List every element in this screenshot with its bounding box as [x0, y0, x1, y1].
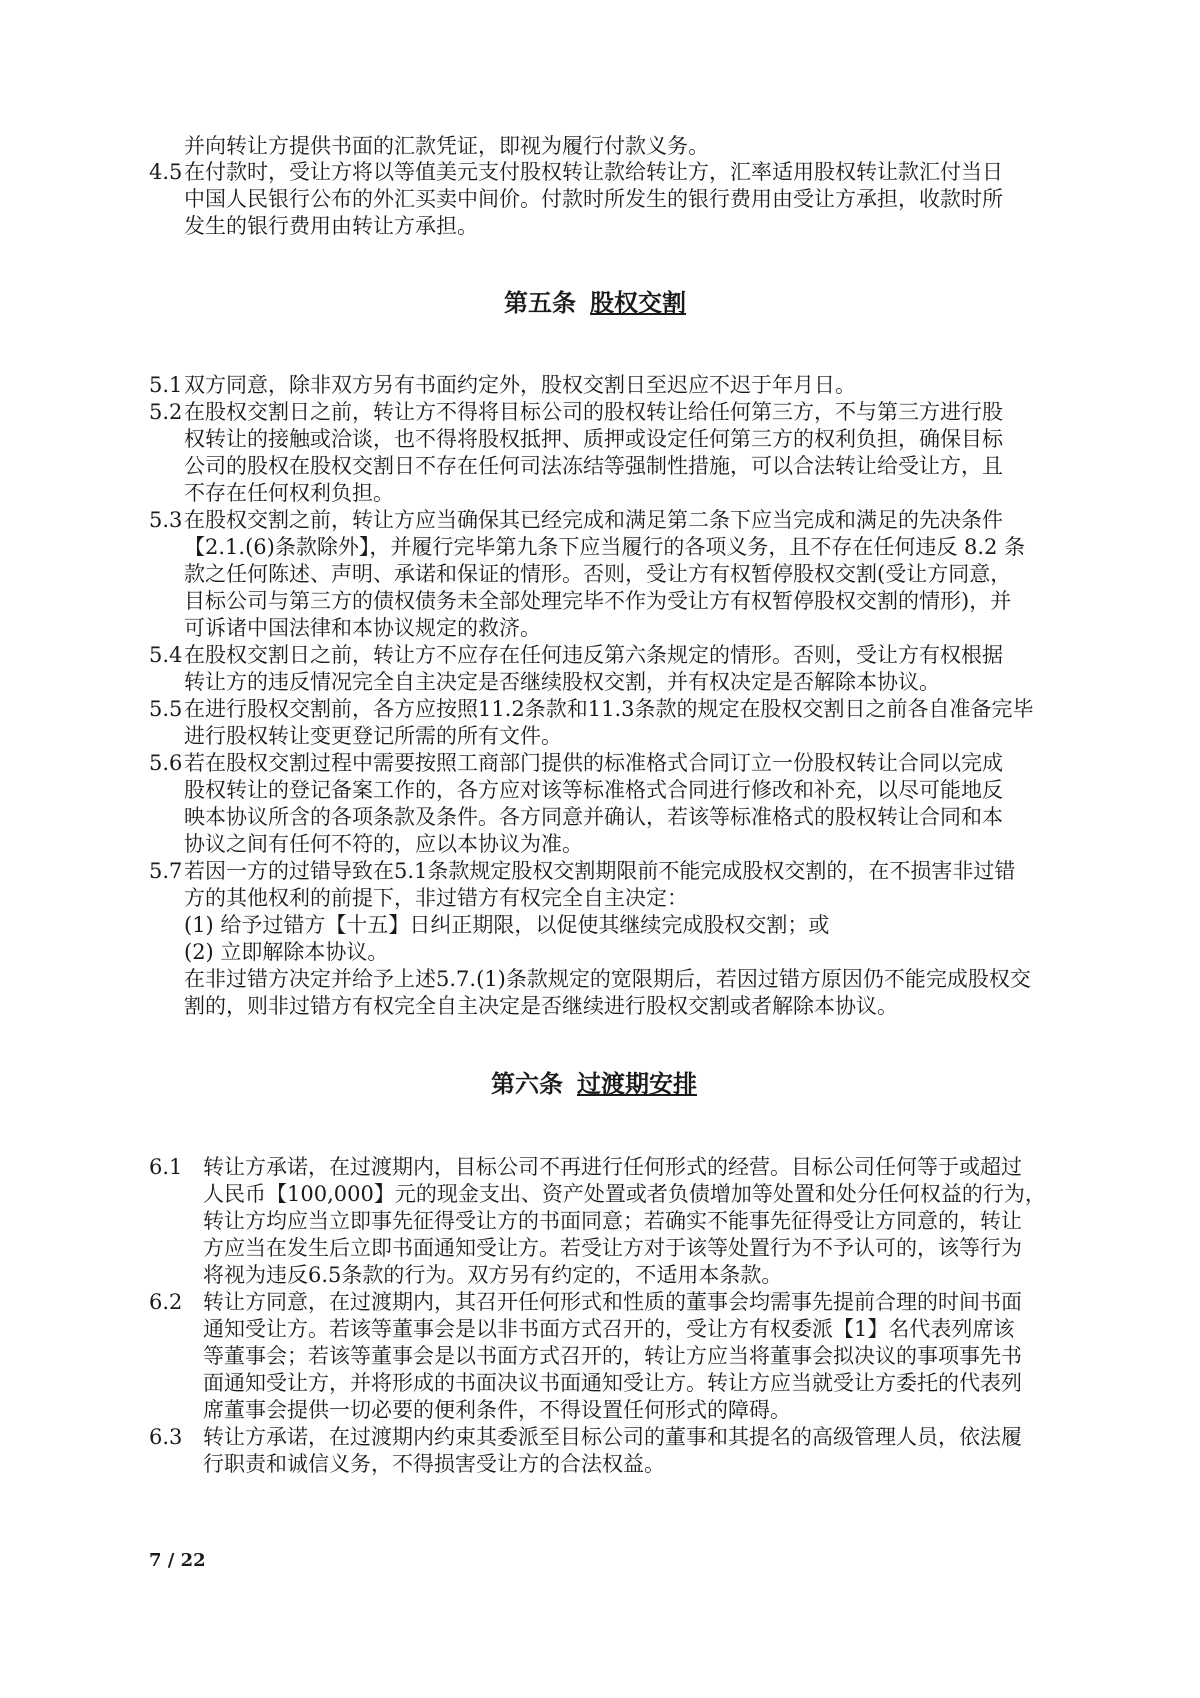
- paragraph-line: 转让方承诺，在过渡期内，目标公司不再进行任何形式的经营。目标公司任何等于或超过: [203, 1155, 1022, 1179]
- paragraph-line: 将视为违反6.5条款的行为。双方另有约定的，不适用本条款。: [203, 1263, 783, 1287]
- clause-number: 5.6: [149, 751, 183, 775]
- paragraph-line: 进行股权转让变更登记所需的所有文件。: [184, 724, 562, 748]
- clause-number: 5.7: [149, 859, 183, 883]
- paragraph-line: 面通知受让方，并将形成的书面决议书面通知受让方。转让方应当就受让方委托的代表列: [203, 1371, 1022, 1395]
- paragraph-line: 中国人民银行公布的外汇买卖中间价。付款时所发生的银行费用由受让方承担，收款时所: [184, 187, 1003, 211]
- paragraph-line: 行职责和诚信义务，不得损害受让方的合法权益。: [203, 1452, 665, 1476]
- paragraph-line: 在付款时，受让方将以等值美元支付股权转让款给转让方，汇率适用股权转让款汇付当日: [184, 160, 1003, 184]
- article-label: 第六条: [491, 1069, 563, 1098]
- paragraph-line: 转让方承诺，在过渡期内约束其委派至目标公司的董事和其提名的高级管理人员，依法履: [203, 1425, 1022, 1449]
- paragraph-line: 人民币【100,000】元的现金支出、资产处置或者负债增加等处置和处分任何权益的行为，: [203, 1182, 1046, 1206]
- paragraph-line: 款之任何陈述、声明、承诺和保证的情形。否则，受让方有权暂停股权交割(受让方同意，: [184, 562, 1012, 586]
- paragraph-line: 不存在任何权利负担。: [184, 481, 394, 505]
- paragraph-line: 通知受让方。若该等董事会是以非书面方式召开的，受让方有权委派【1】名代表列席该: [203, 1317, 1015, 1341]
- paragraph-line: 在非过错方决定并给予上述5.7.(1)条款规定的宽限期后，若因过错方原因仍不能完成股权交: [184, 967, 1031, 991]
- clause-number: 5.4: [149, 643, 183, 667]
- paragraph-line: 割的，则非过错方有权完全自主决定是否继续进行股权交割或者解除本协议。: [184, 994, 898, 1018]
- article-label: 第五条: [504, 288, 576, 317]
- paragraph-line: (2) 立即解除本协议。: [184, 940, 389, 964]
- paragraph-line: 方应当在发生后立即书面通知受让方。若受让方对于该等处置行为不予认可的，该等行为: [203, 1236, 1022, 1260]
- clause-number: 5.3: [149, 508, 183, 532]
- paragraph-line: 方的其他权利的前提下，非过错方有权完全自主决定：: [184, 886, 688, 910]
- clause-number: 6.3: [149, 1425, 183, 1449]
- paragraph-line: 席董事会提供一切必要的便利条件，不得设置任何形式的障碍。: [203, 1398, 791, 1422]
- article-title: 股权交割: [590, 288, 686, 317]
- paragraph-line: 在股权交割之前，转让方应当确保其已经完成和满足第二条下应当完成和满足的先决条件: [184, 508, 1003, 532]
- paragraph-line: 目标公司与第三方的债权债务未全部处理完毕不作为受让方有权暂停股权交割的情形)，并: [184, 589, 1012, 613]
- paragraph-line: 转让方的违反情况完全自主决定是否继续股权交割，并有权决定是否解除本协议。: [184, 670, 940, 694]
- paragraph-line: 发生的银行费用由转让方承担。: [184, 214, 478, 238]
- article-heading: [504, 288, 686, 318]
- clause-number: 6.2: [149, 1290, 183, 1314]
- clause-number: 5.1: [149, 373, 183, 397]
- paragraph-line: 【2.1.(6)条款除外】，并履行完毕第九条下应当履行的各项义务，且不存在任何违反 8.2 条: [184, 535, 1026, 559]
- article-title: 过渡期安排: [577, 1069, 697, 1098]
- paragraph-line: 在股权交割日之前，转让方不得将目标公司的股权转让给任何第三方，不与第三方进行股: [184, 400, 1003, 424]
- paragraph-line: 在股权交割日之前，转让方不应存在任何违反第六条规定的情形。否则，受让方有权根据: [184, 643, 1003, 667]
- paragraph-line: 并向转让方提供书面的汇款凭证，即视为履行付款义务。: [184, 134, 709, 158]
- paragraph-line: 映本协议所含的各项条款及条件。各方同意并确认，若该等标准格式的股权转让合同和本: [184, 805, 1003, 829]
- paragraph-line: 权转让的接触或洽谈，也不得将股权抵押、质押或设定任何第三方的权利负担，确保目标: [184, 427, 1003, 451]
- clause-number: 5.2: [149, 400, 183, 424]
- paragraph-line: 若因一方的过错导致在5.1条款规定股权交割期限前不能完成股权交割的，在不损害非过错: [184, 859, 1016, 883]
- paragraph-line: (1) 给予过错方【十五】日纠正期限，以促使其继续完成股权交割；或: [184, 913, 830, 937]
- article-heading: [491, 1069, 697, 1099]
- paragraph-line: 可诉诸中国法律和本协议规定的救济。: [184, 616, 541, 640]
- clause-number: 4.5: [149, 160, 183, 184]
- paragraph-line: 转让方均应当立即事先征得受让方的书面同意；若确实不能事先征得受让方同意的，转让: [203, 1209, 1022, 1233]
- paragraph-line: 在进行股权交割前，各方应按照11.2条款和11.3条款的规定在股权交割日之前各自准备完毕: [184, 697, 1034, 721]
- clause-number: 6.1: [149, 1155, 183, 1179]
- paragraph-line: 转让方同意，在过渡期内，其召开任何形式和性质的董事会均需事先提前合理的时间书面: [203, 1290, 1022, 1314]
- paragraph-line: 等董事会；若该等董事会是以书面方式召开的，转让方应当将董事会拟决议的事项事先书: [203, 1344, 1022, 1368]
- paragraph-line: 若在股权交割过程中需要按照工商部门提供的标准格式合同订立一份股权转让合同以完成: [184, 751, 1003, 775]
- paragraph-line: 协议之间有任何不符的，应以本协议为准。: [184, 832, 583, 856]
- page-number: 7 / 22: [149, 1550, 206, 1571]
- clause-number: 5.5: [149, 697, 183, 721]
- paragraph-line: 双方同意，除非双方另有书面约定外，股权交割日至迟应不迟于年月日。: [184, 373, 856, 397]
- paragraph-line: 公司的股权在股权交割日不存在任何司法冻结等强制性措施，可以合法转让给受让方，且: [184, 454, 1003, 478]
- paragraph-line: 股权转让的登记备案工作的，各方应对该等标准格式合同进行修改和补充，以尽可能地反: [184, 778, 1003, 802]
